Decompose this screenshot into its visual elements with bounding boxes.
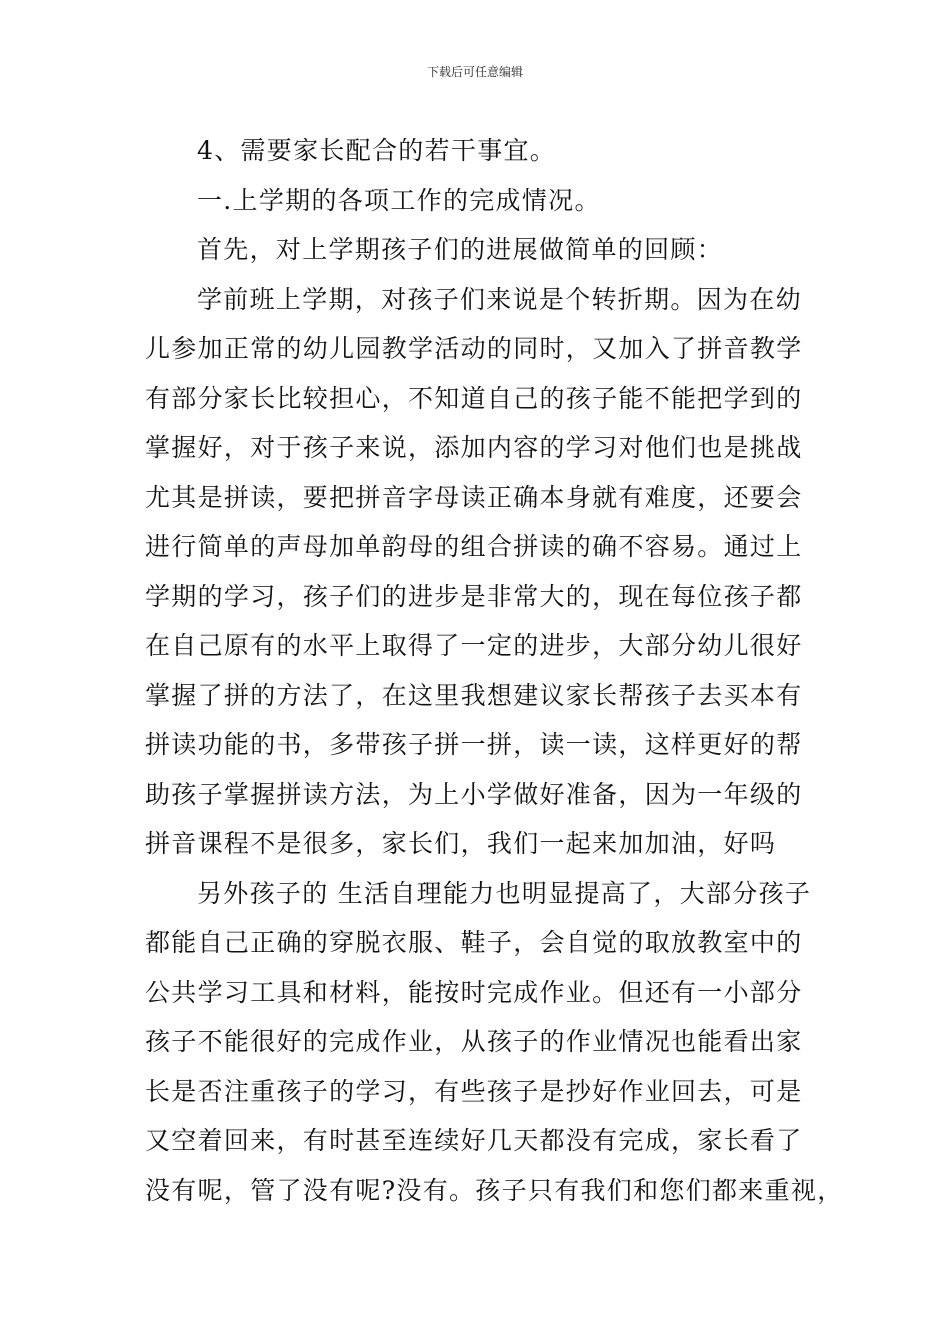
text-line: 有部分家长比较担心，不知道自己的孩子能不能把学到的 (145, 383, 803, 413)
text-line: 都能自己正确的穿脱衣服、鞋子，会自觉的取放教室中的 (145, 928, 803, 957)
text-line: 学期的学习，孩子们的进步是非常大的，现在每位孩子都 (145, 581, 803, 611)
text-line: 掌握了拼的方法了，在这里我想建议家长帮孩子去买本有 (145, 680, 803, 710)
text-line: 长是否注重孩子的学习，有些孩子是抄好作业回去，可是 (145, 1076, 803, 1106)
document-body (145, 126, 844, 1215)
text-line: 拼读功能的书，多带孩子拼一拼，读一读，这样更好的帮 (145, 730, 803, 759)
text-line: 进行简单的声母加单韵母的组合拼读的确不容易。通过上 (145, 532, 803, 561)
text-line: 拼音课程不是很多，家长们，我们一起来加加油，好吗 (145, 829, 777, 858)
text-line: 尤其是拼读，要把拼音字母读正确本身就有难度，还要会 (145, 482, 803, 512)
text-line: 学前班上学期，对孩子们来说是个转折期。因为在幼 (197, 284, 802, 314)
text-line: 另外孩子的 生活自理能力也明显提高了，大部分孩子 (197, 878, 812, 908)
text-line: 助孩子掌握拼读方法，为上小学做好准备，因为一年级的 (145, 779, 803, 809)
text-line: 一.上学期的各项工作的完成情况。 (197, 185, 601, 215)
text-line: 公共学习工具和材料，能按时完成作业。但还有一小部分 (145, 977, 803, 1007)
text-line: 没有呢，管了没有呢?没有。孩子只有我们和您们都来重视， (145, 1175, 844, 1205)
text-line: 掌握好，对于孩子来说，添加内容的学习对他们也是挑战 (145, 433, 803, 462)
text-line: 又空着回来，有时甚至连续好几天都没有完成，家长看了 (145, 1126, 803, 1155)
text-line: 孩子不能很好的完成作业，从孩子的作业情况也能看出家 (145, 1027, 803, 1056)
text-line: 首先，对上学期孩子们的进展做简单的回顾： (197, 235, 724, 264)
page-header: 下载后可任意编辑 (426, 65, 523, 79)
text-line: 在自己原有的水平上取得了一定的进步，大部分幼儿很好 (145, 631, 803, 660)
text-line: 4、需要家长配合的若干事宜。 (197, 136, 557, 165)
text-line: 儿参加正常的幼儿园教学活动的同时，又加入了拼音教学 (145, 334, 803, 363)
